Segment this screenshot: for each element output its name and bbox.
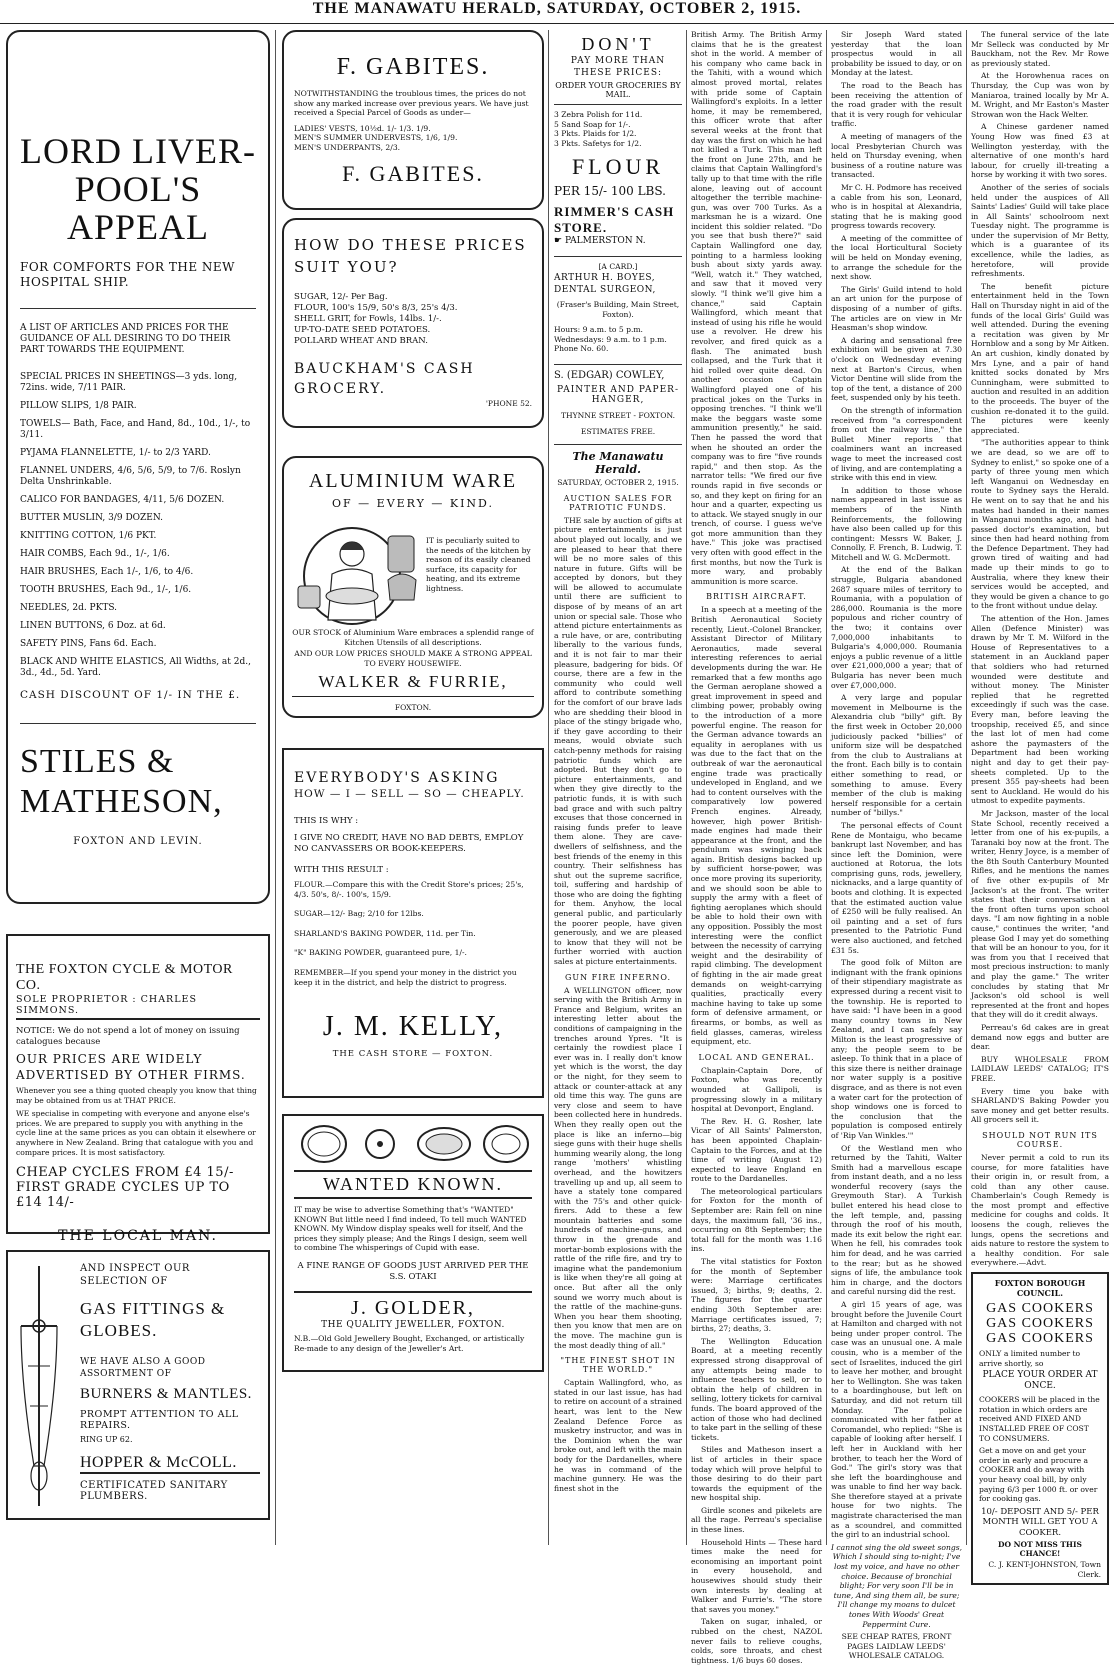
list-item: HAIR COMBS, Each 9d., 1/-, 1/6. xyxy=(20,549,170,559)
article-paragraph: A WELLINGTON officer, now serving with the British Army in France and Belgium, writes an interesting letter about the conditions of campaigning in the trenches around Ypres. "It is certainly the rowdiest place I ever was in. I really don't know yet which is the worst, the day or the night, for they seem to attack or counter-attack at any old time this way. The guns are very close and seem to have been collected here in hundreds. When they really open out the place is like an inferno—big siege guns with their huge shells humming wearily along, the long range 'mothers' whistling overhead, and the howitzers travelling up and up, all seem to have a stately tone compared with the 75's and other quick-firers. Add to these a few mountain batteries and some hundreds of machine-guns, and throw in the grenade and mortar-bomb explosions with the rattle of the rifle fire, and try to imagine what the pandemonium is like when they're all going at once. But after all the only sound we worry much about is the rattle of the machine-guns. When you hear them shooting, then you know that men are on the move. The machine gun is the most deadly thing of all." xyxy=(554,985,682,1350)
article-paragraph: A meeting of the committee of the local Horticultural Society will be held on Monday evening, to arrange the schedule for the next show. xyxy=(831,233,962,282)
reason: I GIVE NO CREDIT, HAVE NO BAD DEBTS, EMPLOY NO CANVASSERS OR BOOK-KEEPERS. xyxy=(294,833,524,854)
column-rule xyxy=(275,30,276,1545)
council-ad xyxy=(971,1272,1109,1585)
discount: CASH DISCOUNT OF 1/- IN THE £. xyxy=(20,689,241,701)
article-paragraph: A meeting of managers of the local Presbyterian Church was held on Thursday evening, when business of a routine nature was transacted. xyxy=(831,131,962,180)
cert: CERTIFICATED SANITARY PLUMBERS. xyxy=(80,1480,228,1502)
article-paragraph: British Army. The British Army claims that he is the greatest shot in the world. A member of his company who came back in the Tahiti, with a wound which almost proved mortal, relates with pride some of Captain Wallingford's exploits. In a letter home, it may be remembered, this officer wrote that after several weeks at the front that day was the first on which he had not killed a Turk. This man left the front on June 27th, and he claims that Captain Wallingford's tally up to that time with the rifle alone, leaving out of account altogether the terrible machine-gun, was over 700 Turks. As a marksman he is a wizard. One incident this soldier related. "Do you see that bush there?" said Captain Wallingford one day, pointing to a harmless looking bush about sixty yards away. "Well, watch it." They watched, and saw that it moved very slowly. "I think we'll give him a chance," said Captain Wallingford, which meant that instead of using his rifle he would use a revolver. He drew his revolver, and fired quick as a flash. The animated bush collapsed, and the Turk that it hid rolled over quite dead. On another occasion Captain Wallingford played one of his practical jokes on the Turks in opposing trenches. "I think we'll make the beggars waste some ammunition presently," he said. Then he passed the word that when he shouted an order the company was to fire "five rounds rapid," and then stop. As the narrator tells: "We fired our five rounds rapid in five seconds or so, and they kept on firing for an hour and a quarter, expecting us to attack. We stayed snugly in our trench, of course. I guess we've got more ammunition than they have." This joke was practised very often with good effect in the first months, but now the Turk is more wary, and probably ammunition is more scarce. xyxy=(691,30,823,586)
article-paragraph: Never permit a cold to run its course, for more fatalities have their origin in, or result from, a cold than any other cause. Chamberlain's Cough Remedy is the most prompt and effective medicine for coughs and colds. It loosens the cough, relieves the lungs, opens the secretions and aids nature to restore the system to a healthy condition. For sale everywhere.—Advt. xyxy=(971,1152,1109,1268)
list-item: FLOUR, 100's 15/9, 50's 8/3, 25's 4/3. xyxy=(294,303,458,313)
list-item: TOOTH BRUSHES, Each 9d., 1/-, 1/6. xyxy=(20,585,192,595)
burners: BURNERS & MANTLES. xyxy=(80,1386,252,1402)
article-paragraph: The road to the Beach has been receiving the attention of the road grader with the result that it is very rough for vehicular traffic. xyxy=(831,80,962,129)
name: ARTHUR H. BOYES, DENTAL SURGEON, xyxy=(554,272,656,295)
tag: THE QUALITY JEWELLER, FOXTON. xyxy=(321,1319,505,1330)
poem: I cannot sing the old sweet songs, Which I should sing to-night; I've lost my voice, and have no other choice. Because of bronchial blight; For very soon I'll be in tune, And sing them all, be sure; I'll change my moans to dulcet tones With Woods' Great Peppermint Cure. xyxy=(831,1542,963,1629)
firm-town: FOXTON. xyxy=(394,703,432,713)
article-paragraph: Of the Westland men who returned by the Tahiti, Walter Smith had a marvellous escape from instant death, and a no less wonderful recovery (says the Greymouth Star). A Turkish bullet entered his head close to the left temple, and, passing through the roof of his mouth, made its exit below the right ear. When he fell, his comrades took him for dead, and he was carried to the rear; but as he showed signs of life, the ambulance took him in charge, and the doctors and careful nursing did the rest. xyxy=(831,1143,962,1297)
range: A FINE RANGE OF GOODS JUST ARRIVED PER THE S.S. OTAKI xyxy=(297,1260,529,1282)
column-5 xyxy=(831,30,963,1661)
k-powder: "K" BAKING POWDER, guaranteed pure, 1/-. xyxy=(294,948,467,958)
article-paragraph: Every time you bake with SHARLAND'S Baking Powder you save money and get better results. All grocers sell it. xyxy=(971,1086,1109,1125)
hopper-ad xyxy=(6,1250,270,1520)
list-item: 3 Zebra Polish for 11d. xyxy=(554,110,643,119)
first-grade: FIRST GRADE CYCLES UP TO £14 14/- xyxy=(16,1180,230,1211)
kelly-ad xyxy=(282,748,544,1098)
firm-name: J. GOLDER, xyxy=(294,1291,532,1320)
flour: FLOUR.—Compare this with the Credit Store's prices; 25's, 4/3. 50's, 8/-. 100's, 15/9. xyxy=(294,880,524,899)
article-paragraph: Mr Jackson, master of the local State School, recently received a letter from one of his ex-pupils, a Taranaki boy now at the front. The writer, Henry Joyce, is a member of the 8th South Canterbury Mounted Rifles, and he mentions the names of five other ex-pupils of Mr Jackson's at the front. The writer states that their conversation at the front often turns upon school days. "I am now fighting in a noble cause," continues the writer, "and please God I may yet do something that will be an honour to you, for it was from you that I received that most precious instruction: to manly and play the game." The writer concludes by stating that Mr Jackson's old school is well represented at the front and hopes that they will do it credit always. xyxy=(971,808,1109,1020)
prices-headline: OUR PRICES ARE WIDELY ADVERTISED BY OTHER FIRMS. xyxy=(16,1052,246,1082)
list-item: 5 Sand Soap for 1/-. xyxy=(554,119,631,129)
article-paragraph: A Chinese gardener named Young How was fined £3 at Wellington yesterday, with the alternative of one month's hard labour, for cruelly ill-treating a horse by working it with two sores. xyxy=(971,122,1109,180)
cowley-card xyxy=(554,370,682,436)
list-item: KNITTING COTTON, 1/6 PKT. xyxy=(20,531,157,541)
headline: GUN FIRE INFERNO. xyxy=(565,972,671,982)
trade: PAINTER AND PAPER-HANGER, xyxy=(557,384,679,405)
article-paragraph: The meteorological particulars for Foxton for the month of September are: Rain fell on nine days, the maximum fall, '36 ins., occurring on 8th September; the total fall for the month was 1.16 ins. xyxy=(691,1186,822,1254)
list-item: SHELL GRIT, for Fowls, 14lbs. 1/-. xyxy=(294,314,442,324)
article-paragraph: THE sale by auction of gifts at picture entertainments is just about played out locally, and we are pleased to hear that there will be no more sales of this nature in future. Gifts will be accepted by donors, but they will be allowed to accumulate until there are sufficient to dispose of by means of an art union or special sale. Those who attend picture entertainments as a rule have, or are, contributing liberally to the various funds, and it is not fair to mar their pleasure, badgering for bids. Of course, there are a few in the community who could well afford to contribute something for the comfort of our brave lads who are shedding their blood in place of the stingy brigade who, if they gave according to their means, would obviate such catch-penny methods for raising patriotic funds which are adopted. But they don't go to picture entertainments, and when they give directly to the patriotic funds, it is with such bad grace and with such paltry excuses that those concerned in raising funds prefer to leave them alone. They are cave-dwellers of selfishness, and the best friends of the enemy in this country. Their selfishness has shut out the supreme sacrifice, toil, suffering and hardship of those who are doing the fighting for them. Anyhow, the local general public, and particularly the poorer people, have given generously, and we are pleased to know that they will not be further worried with auction sales at picture entertainments. xyxy=(554,515,682,967)
get: Get a move on and get your order in early and procure a COOKER and do away with your heavy coal bill, by only paying 6/3 per 1000 ft. or over for cooking gas. xyxy=(979,1446,1098,1504)
boyes-card xyxy=(554,262,682,354)
article-paragraph: Chaplain-Captain Dore, of Foxton, who was recently wounded at Gallipoli, is progressing slowly in a military hospital at Devonport, England. xyxy=(691,1065,822,1114)
firm-town: ☛ PALMERSTON N. xyxy=(554,236,646,247)
see-rates: SEE CHEAP RATES, FRONT PAGES LAIDLAW LEEDS' WHOLESALE CATALOG. xyxy=(841,1632,952,1661)
result: WITH THIS RESULT : xyxy=(294,865,389,875)
gas-cookers: GAS COOKERS xyxy=(986,1331,1094,1347)
ad-title: F. GABITES. xyxy=(336,54,490,80)
article-paragraph: A very large and popular movement in Melbourne is the Alexandria club "billy" gift. By the first week in October 20,000 judiciously packed "billies" of uniform size will be despatched from the club to Australians at the front. Each billy is to contain either something to read, or something to amuse. Every member of the club is making herself responsible for a certain number of "billys." xyxy=(831,693,962,818)
list-item: 3 Pkts. Plaids for 1/2. xyxy=(554,129,637,139)
remember: REMEMBER—If you spend your money in the district you keep it in the district, and help the district to progress. xyxy=(294,967,517,987)
headline: LOCAL AND GENERAL. xyxy=(698,1052,815,1062)
editorial xyxy=(554,450,682,1493)
masthead: THE MANAWATU HERALD, SATURDAY, OCTOBER 2, 1915. xyxy=(0,0,1114,24)
prompt: PROMPT ATTENTION TO ALL REPAIRS. xyxy=(80,1409,239,1431)
article-paragraph: Taken on sugar, inhaled, or rubbed on the chest, NAZOL never fails to relieve coughs, colds, sore throats, and chest tightness. 1/6 buys 60 doses. xyxy=(691,1617,822,1665)
ad-subtitle: FOR COMFORTS FOR THE NEW HOSPITAL SHIP. xyxy=(20,260,235,289)
sugar: SUGAR—12/- Bag; 2/10 for 12lbs. xyxy=(294,909,424,919)
list-item: LINEN BUTTONS, 6 Doz. at 6d. xyxy=(20,621,166,631)
column-4 xyxy=(691,30,823,1665)
why: THIS IS WHY : xyxy=(294,816,359,826)
list-item: LADIES' VESTS, 10½d. 1/- 1/3. 1/9. xyxy=(294,123,431,133)
column-1 xyxy=(6,30,270,1520)
ring: RING UP 62. xyxy=(80,1435,133,1444)
article-paragraph: Sir Joseph Ward stated yesterday that the loan prospectus would in all probability be issued to day, or on Monday at the latest. xyxy=(831,30,962,78)
verse: IT may be wise to advertise Something that's "WANTED" KNOWN But little need I find indeed, To tell much WANTED KNOWN. My Window display speaks well for itself, And the prices they simply please; And the Rings I design, seem well to combine The whisperings of Cupid with ease. xyxy=(294,1205,528,1253)
column-rule xyxy=(548,30,549,1545)
list-item: HAIR BRUSHES, Each 1/-, 1/6, to 4/6. xyxy=(20,567,194,577)
stock: OUR STOCK of Aluminium Ware embraces a splendid range of Kitchen Utensils of all descriptions. xyxy=(292,628,534,647)
headline: SHOULD NOT RUN ITS COURSE. xyxy=(982,1130,1098,1149)
firm-name: WALKER & FURRIE, xyxy=(292,672,534,697)
estimates: ESTIMATES FREE. xyxy=(580,426,656,436)
card-label: [A CARD.] xyxy=(598,262,638,272)
place-order: PLACE YOUR ORDER AT ONCE. xyxy=(982,1370,1098,1392)
local-man: THE LOCAL MAN. xyxy=(58,1228,218,1245)
pay: PAY MORE THAN THESE PRICES: xyxy=(570,56,666,78)
gas-fittings: GAS FITTINGS & GLOBES. xyxy=(80,1299,226,1340)
notice: NOTICE: We do not spend a lot of money on issuing catalogues because xyxy=(16,1026,240,1047)
jewellery-rings-icon xyxy=(294,1122,534,1166)
article-paragraph: The Wellington Education Board, at a meeting recently expressed strong disapproval of any attempts being made to influence teachers to sell, or to obtain the help of children in selling, lottery tickets for carnival funds. The board approved of the action of those who had declined to take part in the selling of these tickets. xyxy=(691,1336,822,1442)
article-paragraph: In a speech at a meeting of the British Aeronautical Society recently, Lieut.-Colonel Brancker, Assistant Director of Military Aeronautics, made several interesting references to aerial developments during the war. He remarked that a few months ago the German aeroplane showed a great improvement in speed and climbing power, probably owing to the introduction of a more powerful engine. The reason for the German advance towards an equality in aeroplanes with us was due to the fact that on the outbreak of war the aeronautical engine trade was practically undeveloped in England, and we had to content ourselves with the comparatively low powered French engines. Already, however, high power British-made engines had made their appearance at the front, and the pendulum was swinging back again. British designs backed up by sufficient horse-power, was once more proving its superiority, and we should soon be able to supply the army with a fleet of fighting aeroplanes which should be able to hold their own with any opposition. Possibly the most interesting were the conflict between the necessity of carrying weight and the desirability of rapid climbing. The development of fighting in the air made great demands on weight-carrying qualities, practically every machine having to take up some form of defensive armament, or firearms, or bombs, as well as field glasses, cameras, wireless equipment, etc. xyxy=(691,605,822,1047)
list-item: SUGAR, 12/- Per Bag. xyxy=(294,292,388,302)
article-paragraph: The Girls' Guild intend to hold an art union for the purpose of disposing of a number of gifts. The articles are on view in Mr Heasman's shop window. xyxy=(831,284,962,333)
price-list xyxy=(20,372,256,679)
list-item: BLACK AND WHITE ELASTICS, All Widths, at 2d., 3d., 4d., 5d. Yard. xyxy=(20,657,251,678)
kitchen-woman-icon xyxy=(292,516,422,626)
paragraph: WE specialise in competing with everyone and anyone else's prices. We are prepared to supply you with anything in the cycle line at the same prices as you can obtain it elsewhere or anywhere in New Zealand. Bring that catalogue with you and compare prices. It is most satisfactory. xyxy=(16,1109,256,1157)
order: ORDER YOUR GROCERIES BY MAIL. xyxy=(555,81,681,99)
list-item: SAFETY PINS, Fans 6d. Each. xyxy=(20,639,157,649)
deposit: 10/- DEPOSIT AND 5/- PER MONTH WILL GET YOU A COOKER. xyxy=(981,1506,1099,1538)
list-item: PILLOW SLIPS, 1/8 PAIR. xyxy=(20,401,137,411)
article-paragraph: "The authorities appear to think we are dead, so we are off to Sydney to enlist," so spoke one of a party of three young men which left Wanganui on Wednesday en route to Sydney says the Herald. He went on to say that he and his mates had handed in their names in Wanganui months ago, and had passed doctor's examination, but since then had heard nothing from the Defence Department. They had grown tired of waiting and had made up their minds to go to Australia, where they knew their services would be accepted, and they would be given a chance to go to the front without undue delay. xyxy=(971,438,1109,611)
cycle-ad xyxy=(6,934,270,1245)
ad-intro: A LIST OF ARTICLES AND PRICES FOR THE GUIDANCE OF ALL DESIRING TO DO THEIR PART TOWARDS THE EQUIPMENT. xyxy=(20,323,231,355)
column-6 xyxy=(971,30,1109,1579)
ad-title: LORD LIVER-POOL'S APPEAL xyxy=(20,131,256,247)
rimmer-ad xyxy=(554,34,682,246)
golder-ad xyxy=(282,1114,544,1372)
divider xyxy=(20,723,256,724)
gabites-ad xyxy=(282,30,544,210)
list-item: SPECIAL PRICES IN SHEETINGS—3 yds. long, 72ins. wide, 7/11 PAIR. xyxy=(20,372,238,393)
ad-subtitle: HOW — I — SELL — SO — CHEAPLY. xyxy=(294,788,525,800)
intro: AND INSPECT OUR SELECTION OF xyxy=(80,1263,190,1287)
nb: N.B.—Old Gold Jewellery Bought, Exchanged, or artistically Re-made to any design of the Jeweller's Art. xyxy=(294,1333,525,1353)
ad-title: EVERYBODY'S ASKING xyxy=(294,770,500,786)
street: THYNNE STREET - FOXTON. xyxy=(560,410,676,420)
column-rule xyxy=(826,30,827,1545)
article-paragraph: The Rev. H. G. Rosher, late Vicar of All Saints' Palmerston, has been appointed Chaplain-Captain to the Forces, and at the time of writing (August 12) expected to leave England en route to the Dardanelles. xyxy=(691,1116,822,1184)
firm-name: STILES & MATHESON, xyxy=(20,743,223,820)
headline: BRITISH AIRCRAFT. xyxy=(706,592,807,602)
firm-town: FOXTON AND LEVIN. xyxy=(73,836,203,847)
ad-text: IT is peculiarly suited to the needs of the kitchen by reason of its easily cleaned surface, its capacity for heating, and its extreme lightness. xyxy=(426,536,531,593)
bauckham-ad xyxy=(282,218,544,428)
article-paragraph: Captain Wallingford, who, as stated in our last issue, has had to retire on account of a strained heart, was lent to the New Zealand Defence Force as musketry instructor, and was in the Dominion when the war broke out, and left with the main body for the Dardanelles, where he was in command of the machine gunnery. He was the finest shot in the xyxy=(554,1378,682,1493)
column-2 xyxy=(282,30,544,1372)
article-paragraph: The good folk of Milton are indignant with the frank opinions of their stipendiary magistrate as expressed during a recent visit to the township. He is reported to have said: "I have been in a good many country towns in New Zealand, and I can safely say Milton is the least progressive of any; the people seem to be asleep. To think that in a place of this size there is neither drainage nor water supply is a positive disgrace, and as there is not even a water cart for the protection of shop windows one is forced to the conclusion that the population is composed entirely of 'Rip Van Winkles.'" xyxy=(831,958,962,1140)
article-paragraph: BUY WHOLESALE FROM LAIDLAW LEEDS' CATALOG; IT'S FREE. xyxy=(971,1054,1109,1083)
ad-title: WANTED KNOWN. xyxy=(294,1170,532,1199)
gas-cookers: GAS COOKERS xyxy=(986,1316,1094,1332)
sharland: SHARLAND'S BAKING POWDER, 11d. per Tin. xyxy=(294,928,476,938)
paper-name: The Manawatu Herald. xyxy=(572,450,664,477)
address: (Fraser's Building, Main Street, Foxton). xyxy=(556,299,680,319)
flour: FLOUR xyxy=(571,154,665,180)
ad-subtitle: OF — EVERY — KIND. xyxy=(332,497,494,510)
article-paragraph: A daring and sensational free exhibition will be given at 7.30 o'clock on Wednesday evening next at Barton's Circus, when Victor Dentine will slide from the top of the tent, a distance of 200 feet, suspended only by his teeth. xyxy=(831,335,962,403)
only: ONLY a limited number to arrive shortly, so xyxy=(979,1349,1081,1368)
firm-name: HOPPER & McCOLL. xyxy=(80,1454,260,1474)
article-paragraph: In addition to those whose names appeared in last issue as members of the Ninth Reinforcements, the following have also been called up for this contingent: Messrs W. Baker, J. Connolly, F. French, B. Ludwig, T. Mitchell and W. G. McDermott. xyxy=(831,485,962,562)
ad-title: THE FOXTON CYCLE & MOTOR CO. xyxy=(16,962,233,993)
list-item: FLANNEL UNDERS, 4/6, 5/6, 5/9, to 7/6. Roslyn Delta Unshrinkable. xyxy=(20,466,241,487)
firm-name: J. M. KELLY, xyxy=(322,1011,504,1043)
headline: "THE FINEST SHOT IN THE WORLD." xyxy=(560,1356,676,1375)
article-paragraph: Perreau's 6d cakes are in great demand now eggs and butter are dear. xyxy=(971,1022,1109,1052)
appeal: AND OUR LOW PRICES SHOULD MAKE A STRONG APPEAL TO EVERY HOUSEWIFE. xyxy=(294,649,532,668)
list-item: PYJAMA FLANNELETTE, 1/- to 2/3 YARD. xyxy=(20,448,211,458)
column-3 xyxy=(554,30,682,1496)
column-rule xyxy=(966,30,967,1545)
list-item: BUTTER MUSLIN, 3/9 DOZEN. xyxy=(20,513,164,523)
paper-date: SATURDAY, OCTOBER 2, 1915. xyxy=(557,478,679,488)
ad-title: FOXTON BOROUGH COUNCIL. xyxy=(994,1278,1086,1299)
article-paragraph: The attention of the Hon. James Allen (Defence Minister) was drawn by Mr T. M. Wilford in the House of Representatives to a statement in an Auckland paper that soldiers who had returned wounded were destitute and without money. The Minister replied that he regretted exceedingly if such was the case. Every man, before leaving the troopship, received £5, and since the last lot of men had come ashore the paymasters of the Department had been working night and day to get their pay-sheets completed. Up to the present 355 pay-sheets had been sent to Auckland. He would do his utmost to expedite payments. xyxy=(971,614,1109,806)
firm-name: RIMMER'S CASH STORE. xyxy=(554,204,675,236)
list-item: 3 Pkts. Safetys for 1/2. xyxy=(554,138,642,148)
column-rule xyxy=(686,30,687,1545)
article-paragraph: The personal effects of Count Rene de Montaigu, who became bankrupt last November, and has since left the Dominion, were auctioned at Rotorua, the lots comprising guns, rods, jewellery, nicknacks, and a large quantity of boots and clothing. It is expected that the estimated auction value of £250 will be fully realised. An oil painting and a set of furs presented to the Patriotic Fund were also auctioned, and fetched £31 5s. xyxy=(831,820,962,955)
list-item: POLLARD WHEAT AND BRAN. xyxy=(294,336,428,346)
article-paragraph: At the end of the Balkan struggle, Bulgaria abandoned 2687 square miles of territory to Roumania, with a population of 286,000. Roumania is the more populous and richer country of the two; it contains over 7,000,000 inhabitants to Bulgaria's 4,000,000. Roumania enjoys a public revenue of a little over £21,000,000 a year; that of Bulgaria has never been much over £7,000,000. xyxy=(831,565,962,690)
article-paragraph: Girdle scones and pikelets are all the rage. Perreau's specialise in these lines. xyxy=(691,1505,822,1535)
article-paragraph: Mr C. H. Podmore has received a cable from his son, Leonard, who is in hospital at Alexandria, stating that he is making good progress towards recovery. xyxy=(831,182,962,231)
ad-title: ALUMINIUM WARE xyxy=(308,470,518,492)
article-paragraph: At the Horowhenua races on Thursday, the Cup was won by Maniaroa, trained locally by Mr A. M. Wright, and Mr Easton's Master Strowan won the Hack Welter. xyxy=(971,71,1109,119)
walker-furrie-ad xyxy=(282,456,544,718)
list-item: UP-TO-DATE SEED POTATOES. xyxy=(294,325,431,335)
gas-cookers: GAS COOKERS xyxy=(986,1301,1094,1317)
clerk: C. J. KENT-JOHNSTON, Town Clerk. xyxy=(988,1560,1101,1579)
paragraph: Whenever you see a thing quoted cheaply you know that thing may be obtained from us at THAT PRICE. xyxy=(16,1086,257,1105)
store: THE CASH STORE — FOXTON. xyxy=(332,1049,494,1060)
phone: 'PHONE 52. xyxy=(485,399,532,408)
dont: DON'T xyxy=(581,34,655,54)
article-paragraph: The vital statistics for Foxton for the month of September were: Marriage certificates issued, 3; births, 9; deaths, 2. The figures for the quarter ending 30th September are: Marriage certificates issued, 7; births, 27; deaths, 3. xyxy=(691,1257,822,1334)
ad-text: NOTWITHSTANDING the troublous times, the prices do not show any marked increase over previous years. We have just received a Special Parcel of Goods as under— xyxy=(294,89,529,118)
list-item: NEEDLES, 2d. PKTS. xyxy=(20,603,118,613)
article-paragraph: The benefit picture entertainment held in the Town Hall on Thursday night in aid of the funds of the local Girls' Guild was well attended. During the evening a recitation was given by Mr Hornblow and a song by Mr Aitken. An art cushion, kindly donated by Mrs Lyne, and a pair of hand knitted socks donated by Mrs Cunningham, were submitted to auction and resulted in an addition to the proceeds. The buyer of the cushion re-donated it to the guild. The pictures were keenly appreciated. xyxy=(971,281,1109,435)
also: WE HAVE ALSO A GOOD ASSORTMENT OF xyxy=(80,1357,206,1379)
list-item: MEN'S SUMMER UNDERVESTS, 1/6, 1/9. xyxy=(294,133,458,143)
per: PER 15/- 100 LBS. xyxy=(554,184,666,199)
miss: DO NOT MISS THIS CHANCE! xyxy=(998,1540,1082,1559)
cookers: COOKERS will be placed in the rotation in which orders are received AND FIXED AND INSTALLED FREE OF COST TO CONSUMERS. xyxy=(979,1395,1100,1443)
name: S. (EDGAR) COWLEY, xyxy=(554,369,665,381)
list-item: MEN'S UNDERPANTS, 2/3. xyxy=(294,142,401,152)
article-paragraph: The funeral service of the late Mr Selleck was conducted by Mr Bauckham, not the Rev. Mr Rowe as previously stated. xyxy=(971,30,1109,68)
divider xyxy=(20,308,256,309)
gas-fitting-icon xyxy=(16,1266,62,1506)
list-item: CALICO FOR BANDAGES, 4/11, 5/6 DOZEN. xyxy=(20,495,225,505)
headline: AUCTION SALES FOR PATRIOTIC FUNDS. xyxy=(563,493,673,512)
article-paragraph: On the strength of information received from "a correspondent from out the railway line," the Bullet Miner reports that coalminers want an increased wage to meet the increased cost of living, and are contemplating a strike with this end in view. xyxy=(831,405,962,483)
article-paragraph: Another of the series of socials held under the auspices of All Saints' Ladies' Guild will take place in All Saints' schoolroom next Tuesday night. The programme is under the supervision of Mr Betty, which is a guarantee of its excellence, while the ladies, as heretofore, will provide refreshments. xyxy=(971,182,1109,279)
article-paragraph: A girl 15 years of age, was brought before the Juvenile Court at Hamilton and charged with not being under proper control. The case was an unusual one. A male cousin, who is a member of the sect of Israelites, induced the girl to leave her mother, and brought her to Wellington. She was taken to a boardinghouse, but left on Saturday, and did not return till Monday. The police communicated with her father at Coromandel, who replied: "She is capable of looking after herself. I left her in Auckland with her brother, to teach her the Word of God." The girl's story was that she left the boardinghouse and was unable to find her way back. She therefore stayed at a private house for two nights. The magistrate characterised the man as a scoundrel, and committed the girl to an industrial school. xyxy=(831,1300,962,1540)
firm-name: BAUCKHAM'S CASH GROCERY. xyxy=(294,361,475,397)
article-paragraph: Household Hints — These hard times make the need for economising an important point in every household, and housewives should study their own interests by dealing at Walker and Furrie's. "The store that saves you money." xyxy=(691,1537,822,1614)
hours: Hours: 9 a.m. to 5 p.m. Wednesdays: 9 a.m. to 1 p.m. Phone No. 60. xyxy=(554,325,667,354)
cheap-cycles: CHEAP CYCLES FROM £4 15/- xyxy=(16,1165,234,1181)
proprietor: SOLE PROPRIETOR : CHARLES SIMMONS. xyxy=(16,994,260,1020)
list-item: TOWELS— Bath, Face, and Hand, 8d., 10d., 1/-, to 3/11. xyxy=(20,419,251,440)
ad-title: F. GABITES. xyxy=(342,160,484,186)
liverpool-appeal-ad xyxy=(6,30,270,904)
ad-title: HOW DO THESE PRICES SUIT YOU? xyxy=(294,236,527,276)
article-paragraph: Stiles and Matheson insert a list of articles in their space today which will prove helpful to those desiring to do their part towards the equipment of the new hospital ship. xyxy=(691,1445,822,1503)
pointing-hand-icon: ☛ xyxy=(554,236,565,247)
